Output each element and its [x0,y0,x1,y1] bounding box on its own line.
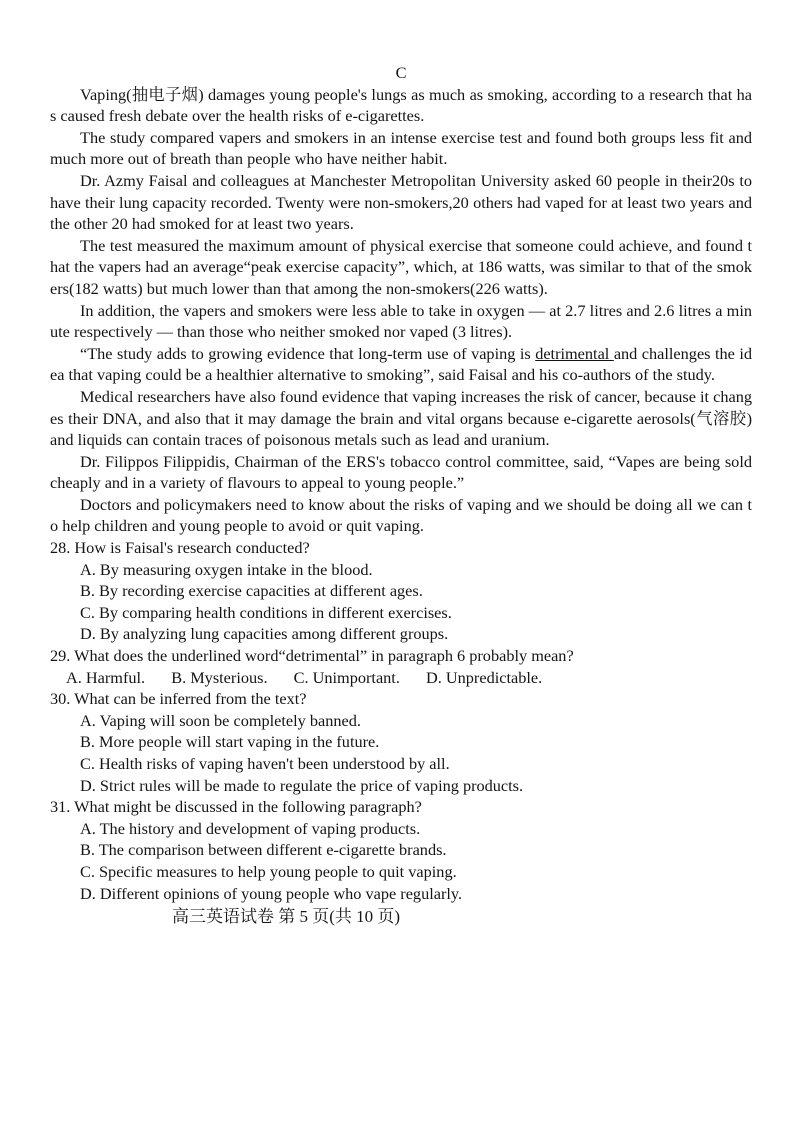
page-footer: 高三英语试卷 第 5 页(共 10 页) [172,907,401,927]
question-stem: 30. What can be inferred from the text? [50,689,307,709]
passage-paragraph-4: The test measured the maximum amount of physical exercise that someone could achieve, and found that the vapers had an average“peak exercise capacity”, which, at 186 watts, was similar to that of the smokers(182 watts) but much lower than that among the non-smokers(226 watts). [50,235,752,298]
paragraph-6-after: and challenges the idea that vaping could be a healthier alternative to smoking”, said Faisal and his co-authors of the study. [50,343,753,385]
passage-paragraph-7: Medical researchers have also found evidence that vaping increases the risk of cancer, because it changes their DNA, and also that it may damage the brain and vital organs because e-cigarette aerosols(气溶胶) and liquids can contain traces of poisonous metals such as lead and uranium. [50,386,752,450]
question-31 [50,796,752,904]
question-30 [50,688,752,796]
option-d: D. Strict rules will be made to regulate the price of vaping products. [80,775,524,795]
passage-paragraph-5: In addition, the vapers and smokers were less able to take in oxygen — at 2.7 litres and 2.6 litres a minute respectively — than those who neither smoked nor vaped (3 litres). [50,300,752,342]
question-stem: 28. How is Faisal's research conducted? [50,538,310,558]
passage-paragraph-8: Dr. Filippos Filippidis, Chairman of the ERS's tobacco control committee, said, “Vapes are being sold cheaply and in a variety of flavours to appeal to young people.” [50,451,752,493]
option-c: C. Unimportant. [293,667,400,687]
question-stem: 29. What does the underlined word“detrimental” in paragraph 6 probably mean? [50,646,574,666]
passage-paragraph-1: Vaping(抽电子烟) damages young people's lungs as much as smoking, according to a research that has caused fresh debate over the health risks of e-cigarettes. [50,84,752,126]
option-c: C. Specific measures to help young people to quit vaping. [80,861,457,881]
option-a: A. By measuring oxygen intake in the blood. [80,559,373,579]
option-a: A. Harmful. [66,667,146,687]
exam-page [50,62,752,928]
reading-passage [50,84,752,537]
option-c: C. By comparing health conditions in different exercises. [80,602,452,622]
option-d: D. By analyzing lung capacities among different groups. [80,624,449,644]
option-b: B. Mysterious. [171,667,268,687]
option-c: C. Health risks of vaping haven't been understood by all. [80,754,450,773]
option-b: B. The comparison between different e-cigarette brands. [80,840,447,860]
paragraph-6-before: “The study adds to growing evidence that long-term use of vaping is [80,343,536,363]
question-29 [50,645,752,688]
question-stem: 31. What might be discussed in the following paragraph? [50,797,422,817]
option-a: A. The history and development of vaping products. [80,818,421,838]
option-d: D. Unpredictable. [425,667,543,687]
passage-paragraph-6 [50,343,752,386]
option-d: D. Different opinions of young people who vape regularly. [80,883,463,903]
passage-paragraph-9: Doctors and policymakers need to know about the risks of vaping and we should be doing all we can to help children and young people to avoid or quit vaping. [50,494,752,536]
option-a: A. Vaping will soon be completely banned. [80,710,361,730]
passage-paragraph-3: Dr. Azmy Faisal and colleagues at Manchester Metropolitan University asked 60 people in their20s to have their lung capacity recorded. Twenty were non-smokers,20 others had vaped for at least two years and the other 20 had smoked for at least two years. [50,170,752,234]
option-b: B. By recording exercise capacities at different ages. [80,581,423,601]
section-letter: C [395,63,407,82]
passage-paragraph-2: The study compared vapers and smokers in an intense exercise test and found both groups less fit and much more out of breath than people who have neither habit. [50,127,752,169]
question-28 [50,537,752,645]
underlined-word: detrimental [535,343,614,363]
option-b: B. More people will start vaping in the future. [80,732,380,752]
options-row [66,667,752,689]
